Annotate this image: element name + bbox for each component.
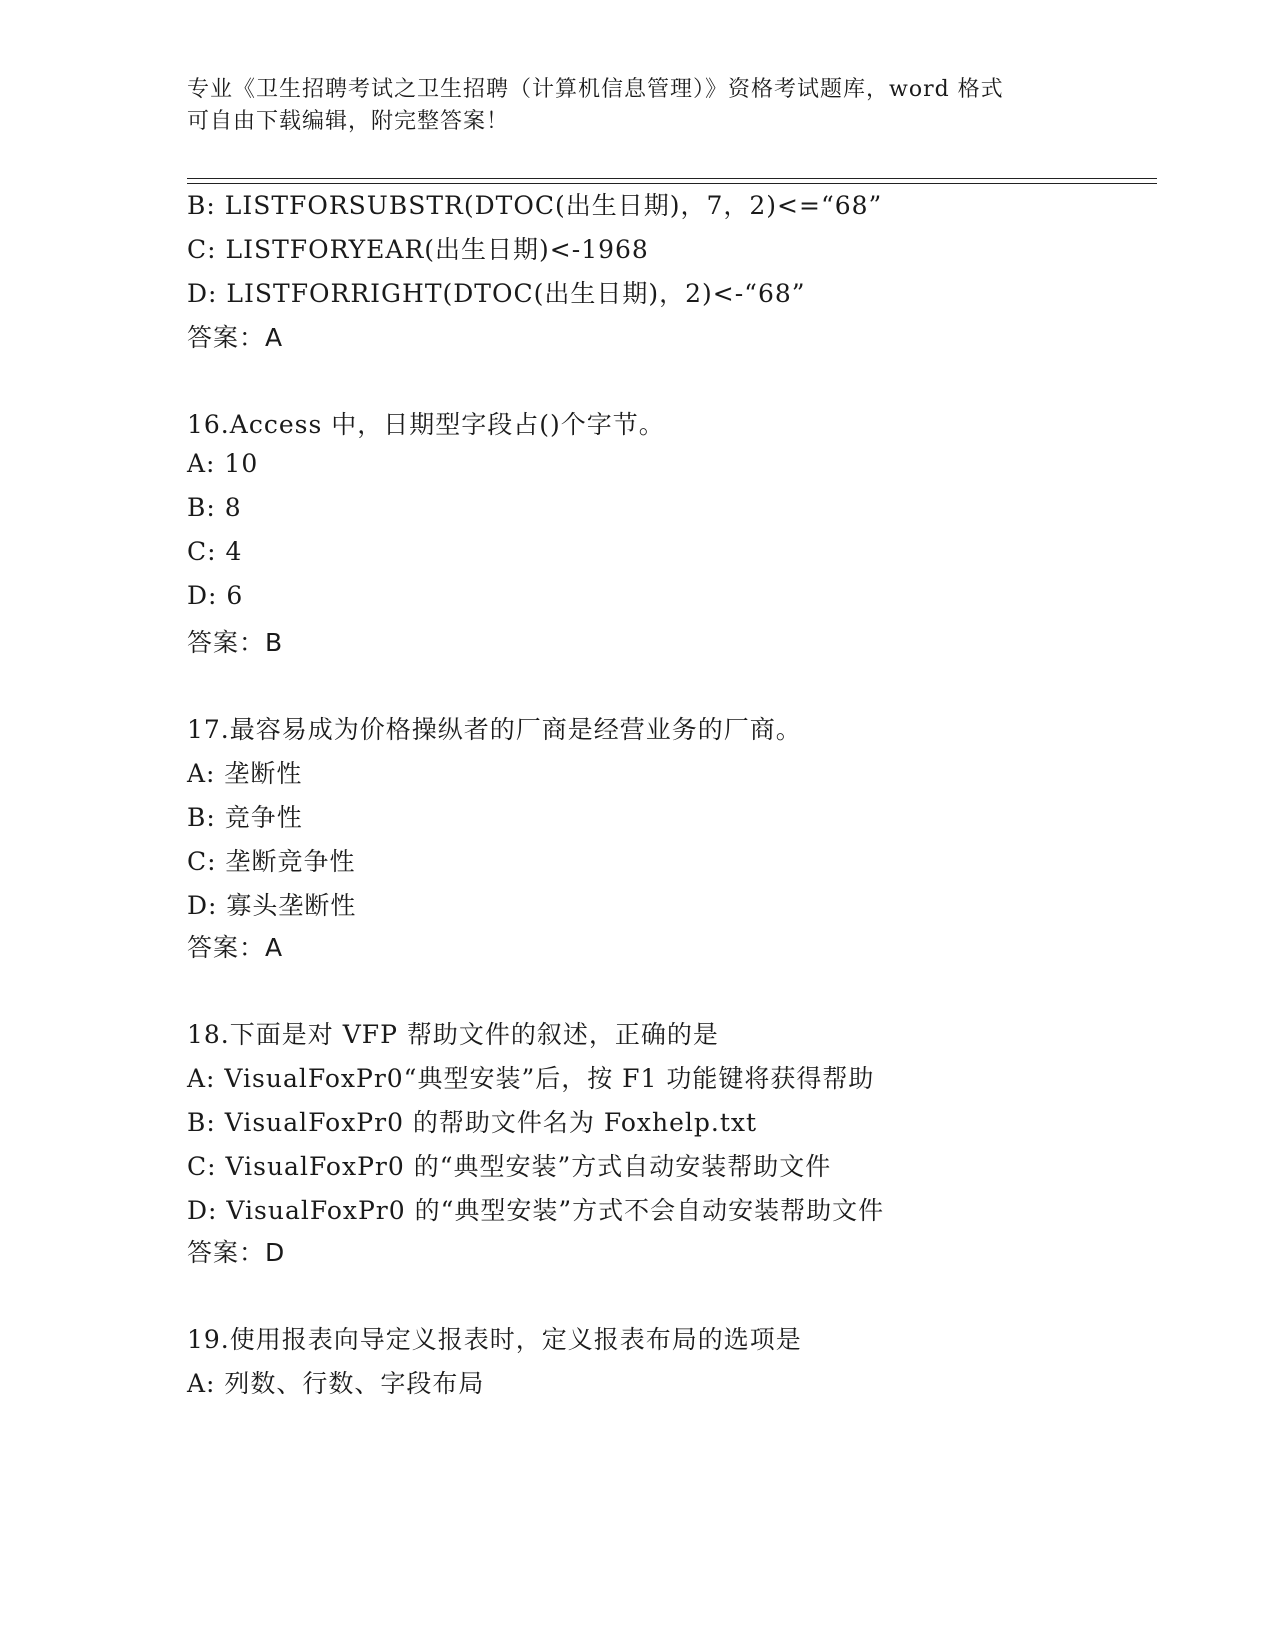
question-15-option-b: B: LISTFORSUBSTR(DTOC(出生日期)，7，2)<=“68” [187,191,883,220]
header-divider-top [187,178,1157,179]
question-15-option-d: D: LISTFORRIGHT(DTOC(出生日期)，2)<-“68” [187,279,806,308]
question-18-answer: 答案：D [187,1238,286,1267]
header-line-1: 专业《卫生招聘考试之卫生招聘（计算机信息管理）》资格考试题库，word 格式 [187,77,1004,102]
header-line-2: 可自由下载编辑，附完整答案！ [187,109,510,134]
question-18-option-c: C: VisualFoxPr0 的“典型安装”方式自动安装帮助文件 [187,1152,832,1181]
header-divider-bottom [187,183,1157,184]
question-18-option-b: B: VisualFoxPr0 的帮助文件名为 Foxhelp.txt [187,1108,758,1137]
question-17-stem: 17.最容易成为价格操纵者的厂商是经营业务的厂商。 [187,715,802,744]
question-16-option-c: C: 4 [187,537,243,566]
question-19-option-a: A: 列数、行数、字段布局 [187,1369,485,1398]
question-17-option-a: A: 垄断性 [187,759,303,788]
question-18-stem: 18.下面是对 VFP 帮助文件的叙述，正确的是 [187,1020,719,1049]
question-18-option-d: D: VisualFoxPr0 的“典型安装”方式不会自动安装帮助文件 [187,1196,885,1225]
question-16-stem: 16.Access 中，日期型字段占()个字节。 [187,410,665,439]
question-16-answer: 答案：B [187,628,284,657]
document-header [187,74,1107,138]
question-17-option-b: B: 竞争性 [187,803,303,832]
question-16-option-a: A: 10 [187,449,259,478]
question-17-option-c: C: 垄断竞争性 [187,847,356,876]
question-17-answer: 答案：A [187,933,284,962]
question-15-answer: 答案：A [187,323,284,352]
question-16-option-b: B: 8 [187,493,242,522]
question-15-option-c: C: LISTFORYEAR(出生日期)<-1968 [187,235,649,264]
question-16-option-d: D: 6 [187,581,244,610]
question-17-option-d: D: 寡头垄断性 [187,891,357,920]
question-18-option-a: A: VisualFoxPr0“典型安装”后，按 F1 功能键将获得帮助 [187,1064,875,1093]
question-19-stem: 19.使用报表向导定义报表时，定义报表布局的选项是 [187,1325,802,1354]
